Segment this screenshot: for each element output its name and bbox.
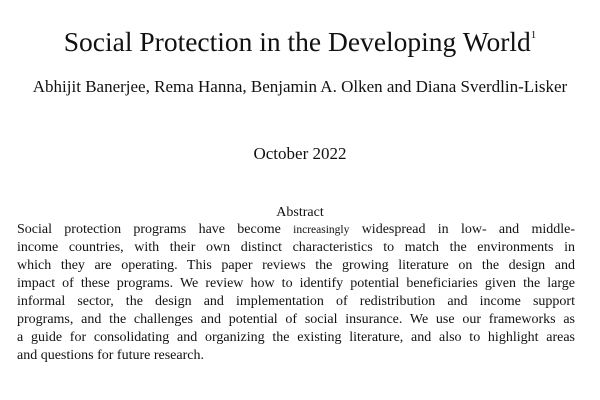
abstract-line: [17, 221, 575, 239]
abstract-heading: Abstract: [276, 205, 324, 220]
abstract-body: [17, 221, 575, 365]
paper-date: October 2022: [253, 144, 347, 163]
paper-authors: Abhijit Banerjee, Rema Hanna, Benjamin A. Olken and Diana Sverdlin-Lisker: [32, 77, 568, 96]
abstract-line: informal sector, the design and implementation of redistribution and income support: [17, 294, 575, 309]
abstract-small-word: increasingly: [293, 224, 350, 236]
paper-title-text: Social Protection in the Developing World: [63, 26, 531, 57]
abstract-line: impact of these programs. We review how to identify potential beneficiaries given the large: [17, 276, 575, 291]
abstract-line: programs, and the challenges and potential of social insurance. We use our frameworks as: [17, 312, 575, 327]
abstract-line-text: Social protection programs have become: [17, 222, 294, 237]
abstract-line-text: widespread in low- and middle-: [349, 222, 576, 237]
paper-title: [0, 22, 600, 62]
abstract-line: which they are operating. This paper reviews the growing literature on the design and: [17, 258, 575, 273]
abstract-line: income countries, with their own distinct characteristics to match the environments in: [17, 240, 575, 255]
abstract-line: a guide for consolidating and organizing the existing literature, and also to highlight areas: [17, 330, 575, 345]
title-footnote-marker: 1: [530, 29, 537, 41]
abstract-line: and questions for future research.: [17, 348, 204, 363]
